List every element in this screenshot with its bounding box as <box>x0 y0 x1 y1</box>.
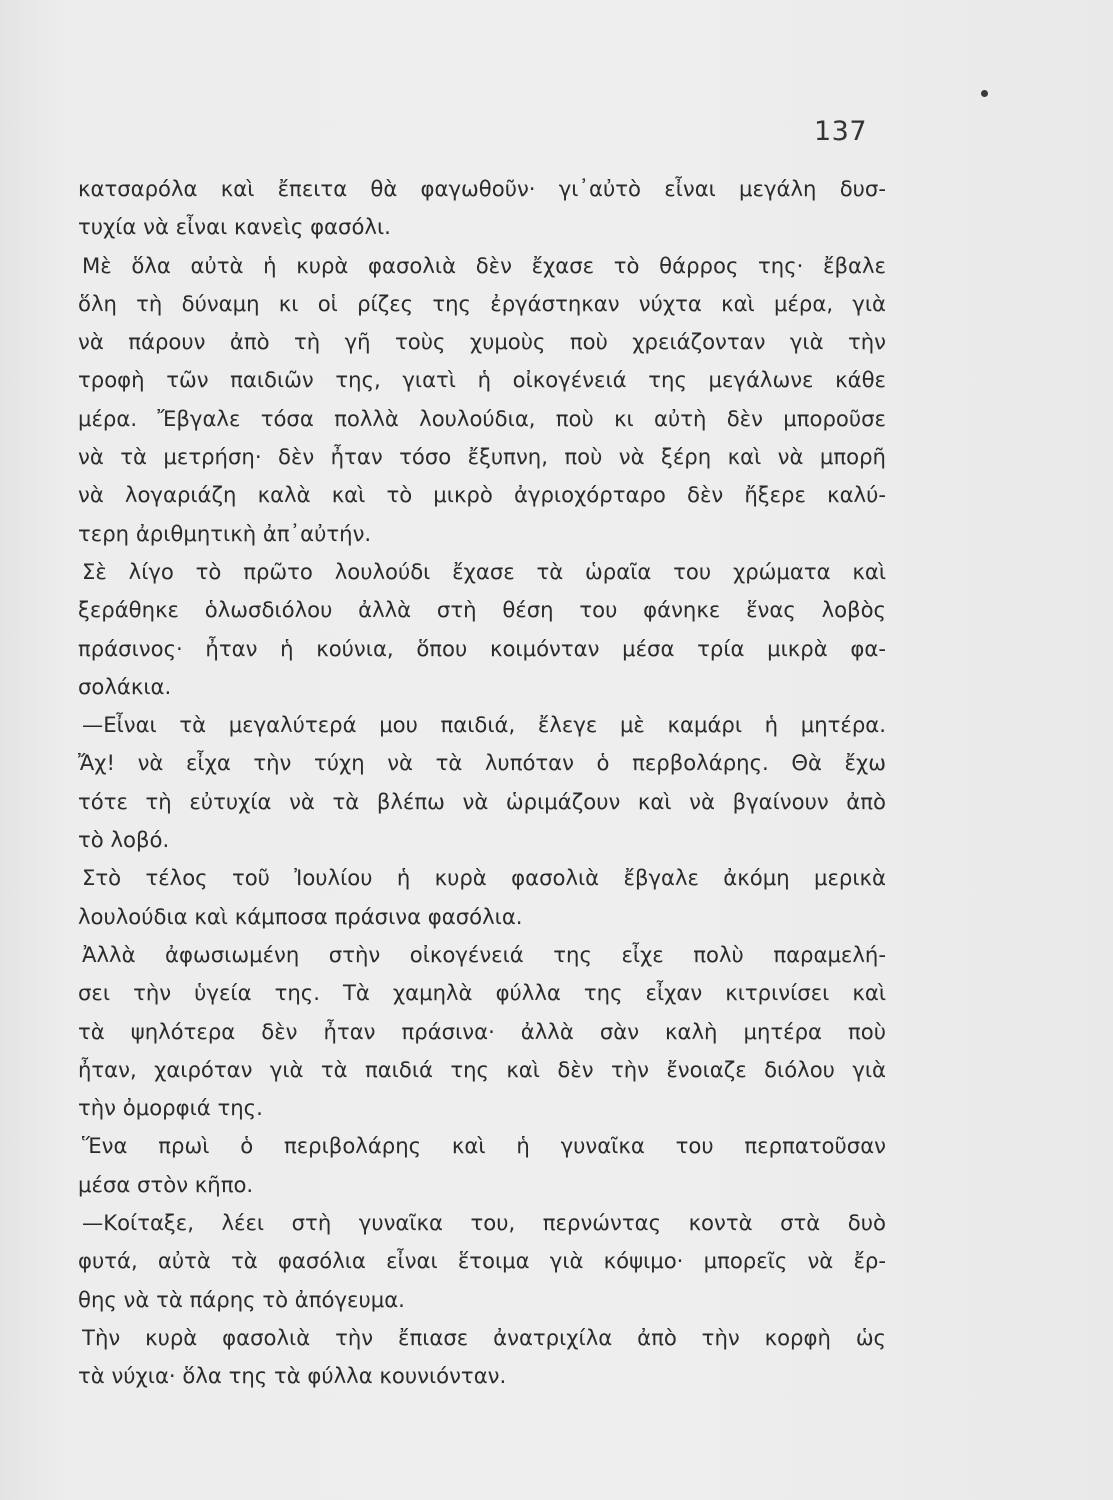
text-line: Ἀλλὰ ἀφωσιωμένη στὴν οἰκογένειά της εἶχε πολὺ παραμελή- <box>82 941 886 967</box>
text-line: ξεράθηκε ὁλωσδιόλου ἀλλὰ στὴ θέση του φάνηκε ἕνας λοβὸς <box>78 597 886 623</box>
text-line: τὴν ὀμορφιά της. <box>78 1095 263 1121</box>
page-number: 137 <box>814 116 868 147</box>
text-line: σολάκια. <box>78 673 172 699</box>
text-line: Στὸ τέλος τοῦ Ἰουλίου ἡ κυρὰ φασολιὰ ἔβγαλε ἀκόμη μερικὰ <box>82 865 886 891</box>
text-line: Σὲ λίγο τὸ πρῶτο λουλούδι ἔχασε τὰ ὡραῖα του χρώματα καὶ <box>82 558 886 584</box>
text-line: νὰ τὰ μετρήση· δὲν ἦταν τόσο ἔξυπνη, ποὺ νὰ ξέρη καὶ νὰ μπορῆ <box>78 444 886 470</box>
text-line: Ἕνα πρωὶ ὁ περιβολάρης καὶ ἡ γυναῖκα του περπατοῦσαν <box>82 1133 886 1159</box>
text-line: τροφὴ τῶν παιδιῶν της, γιατὶ ἡ οἰκογένειά της μεγάλωνε κάθε <box>78 367 886 393</box>
body-text <box>78 170 886 1396</box>
text-line: ὅλη τὴ δύναμη κι οἱ ρίζες της ἐργάστηκαν νύχτα καὶ μέρα, γιὰ <box>78 290 886 316</box>
text-line: κατσαρόλα καὶ ἔπειτα θὰ φαγωθοῦν· γι᾽αὐτὸ εἶναι μεγάλη δυσ- <box>78 176 886 201</box>
text-line: τερη ἀριθμητικὴ ἀπ᾽αὐτήν. <box>78 520 372 546</box>
text-line: —Κοίταξε, λέει στὴ γυναῖκα του, περνώντας κοντὰ στὰ δυὸ <box>82 1210 886 1236</box>
text-line: μέρα. Ἔβγαλε τόσα πολλὰ λουλούδια, ποὺ κι αὐτὴ δὲν μποροῦσε <box>78 405 886 431</box>
text-line: ἦταν, χαιρόταν γιὰ τὰ παιδιά της καὶ δὲν τὴν ἔνοιαζε διόλου γιὰ <box>78 1056 886 1082</box>
text-line: τὰ ψηλότερα δὲν ἦταν πράσινα· ἀλλὰ σὰν καλὴ μητέρα ποὺ <box>78 1018 886 1044</box>
text-line: Τὴν κυρὰ φασολιὰ τὴν ἔπιασε ἀνατριχίλα ἀπὸ τὴν κορφὴ ὡς <box>82 1324 886 1350</box>
text-line: τυχία νὰ εἶναι κανεὶς φασόλι. <box>78 214 391 240</box>
text-line: νὰ λογαριάζη καλὰ καὶ τὸ μικρὸ ἀγριοχόρταρο δὲν ἤξερε καλύ- <box>78 482 886 508</box>
text-line: —Εἶναι τὰ μεγαλύτερά μου παιδιά, ἔλεγε μὲ καμάρι ἡ μητέρα. <box>82 712 886 738</box>
text-line: φυτά, αὐτὰ τὰ φασόλια εἶναι ἕτοιμα γιὰ κόψιμο· μπορεῖς νὰ ἔρ- <box>78 1248 886 1274</box>
text-line: τότε τὴ εὐτυχία νὰ τὰ βλέπω νὰ ὡριμάζουν καὶ νὰ βγαίνουν ἀπὸ <box>78 788 886 814</box>
text-line: Μὲ ὅλα αὐτὰ ἡ κυρὰ φασολιὰ δὲν ἔχασε τὸ θάρρος της· ἔβαλε <box>82 252 886 278</box>
text-line: Ἄχ! νὰ εἶχα τὴν τύχη νὰ τὰ λυπόταν ὁ περβολάρης. Θὰ ἔχω <box>78 750 886 776</box>
text-line: τὰ νύχια· ὅλα της τὰ φύλλα κουνιόνταν. <box>78 1363 507 1389</box>
text-line: λουλούδια καὶ κάμποσα πράσινα φασόλια. <box>78 903 523 929</box>
ink-dot <box>981 90 988 97</box>
text-line: νὰ πάρουν ἀπὸ τὴ γῆ τοὺς χυμοὺς ποὺ χρειάζονταν γιὰ τὴν <box>78 329 886 355</box>
text-line: πράσινος· ἦταν ἡ κούνια, ὅπου κοιμόνταν μέσα τρία μικρὰ φα- <box>78 635 886 661</box>
text-line: σει τὴν ὑγεία της. Τὰ χαμηλὰ φύλλα της εἶχαν κιτρινίσει καὶ <box>78 980 886 1006</box>
text-line: τὸ λοβό. <box>78 827 170 853</box>
text-line: θης νὰ τὰ πάρης τὸ ἀπόγευμα. <box>78 1286 405 1312</box>
text-line: μέσα στὸν κῆπο. <box>78 1171 254 1197</box>
